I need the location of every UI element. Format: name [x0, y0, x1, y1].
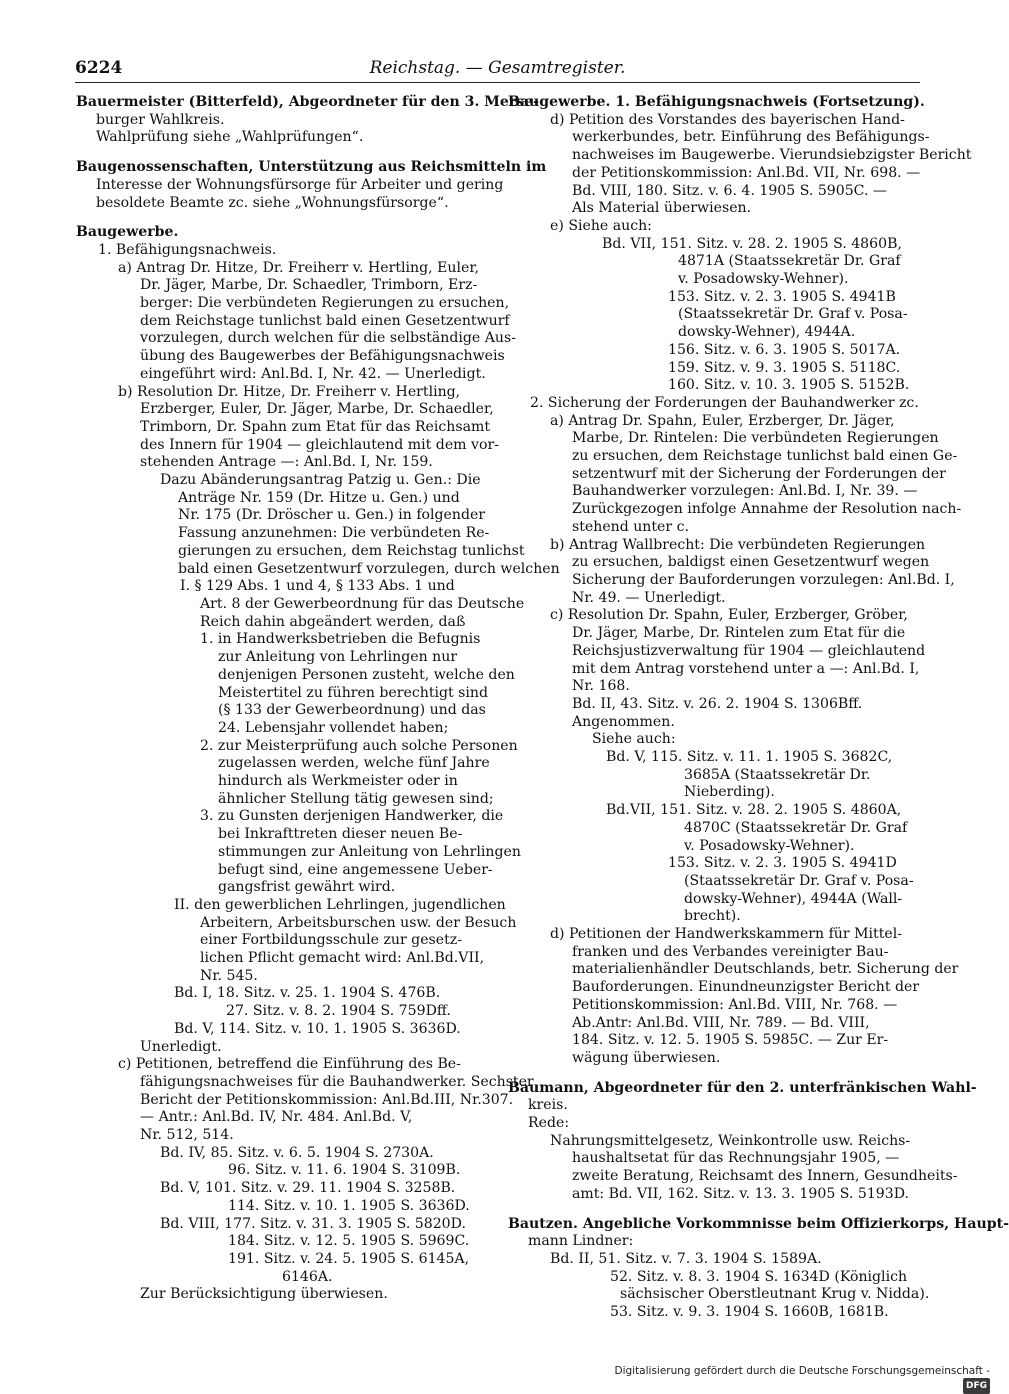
text-line: Nahrungsmittelgesetz, Weinkontrolle usw. Reichs- [550, 1132, 911, 1149]
text-line: 2. zur Meisterprüfung auch solche Personen [200, 737, 518, 754]
text-line: dem Reichstage tunlichst bald einen Gesetzentwurf [140, 312, 510, 329]
text-line: 114. Sitz. v. 10. 1. 1905 S. 3636D. [228, 1197, 470, 1214]
entry-heading-line: Baugewerbe. [76, 224, 179, 241]
text-line: einer Fortbildungsschule zur gesetz- [200, 932, 462, 949]
text-line: Bauforderungen. Einundneunzigster Bericht der [572, 979, 920, 996]
paragraph-gap [76, 212, 494, 224]
text-line: Bd. II, 43. Sitz. v. 26. 2. 1904 S. 1306Bff. [572, 695, 863, 712]
text-line: materialienhändler Deutschlands, betr. Sicherung der [572, 961, 959, 978]
text-line: 1. in Handwerksbetrieben die Befugnis [200, 631, 481, 648]
text-line: a) Antrag Dr. Hitze, Dr. Freiherr v. Hertling, Euler, [118, 259, 479, 276]
text-line: Bd. VII, 151. Sitz. v. 28. 2. 1905 S. 4860B, [602, 235, 902, 252]
text-line: Anträge Nr. 159 (Dr. Hitze u. Gen.) und [178, 489, 460, 506]
text-line: Fassung anzunehmen: Die verbündeten Re- [178, 525, 490, 542]
text-line: c) Resolution Dr. Spahn, Euler, Erzberger, Gröber, [550, 607, 908, 624]
text-line: 184. Sitz. v. 12. 5. 1905 S. 5969C. [228, 1233, 470, 1250]
text-line: d) Petition des Vorstandes des bayerischen Hand- [550, 111, 905, 128]
text-line: Nieberding). [684, 784, 775, 801]
text-line: berger: Die verbündeten Regierungen zu ersuchen, [140, 295, 510, 312]
text-line: 153. Sitz. v. 2. 3. 1905 S. 4941B [668, 288, 896, 305]
footer-credit: Digitalisierung gefördert durch die Deutsche Forschungsgemeinschaft - [614, 1365, 990, 1377]
text-line: fähigungsnachweises für die Bauhandwerker. Sechster [140, 1073, 534, 1090]
text-line: Rede: [528, 1115, 570, 1132]
text-line: Zurückgezogen infolge Annahme der Resolution nach- [572, 501, 962, 518]
text-line: Interesse der Wohnungsfürsorge für Arbeiter und gering [96, 176, 504, 193]
text-line: 153. Sitz. v. 2. 3. 1905 S. 4941D [668, 855, 897, 872]
text-line: Bd. V, 115. Sitz. v. 11. 1. 1905 S. 3682C, [606, 749, 893, 766]
text-line: zu ersuchen, dem Reichstage tunlichst bald einen Ge- [572, 448, 958, 465]
text-line: Nr. 49. — Unerledigt. [572, 589, 726, 606]
text-line: des Innern für 1904 — gleichlautend mit dem vor- [140, 436, 499, 453]
text-line: eingeführt wird: Anl.Bd. I, Nr. 42. — Unerledigt. [140, 365, 486, 382]
text-line: (Staatssekretär Dr. Graf v. Posa- [678, 306, 908, 323]
text-line: werkerbundes, betr. Einführung des Befähigungs- [572, 129, 930, 146]
text-line: I. § 129 Abs. 1 und 4, § 133 Abs. 1 und [180, 578, 455, 595]
text-line: dowsky-Wehner), 4944A (Wall- [684, 890, 903, 907]
text-line: Trimborn, Dr. Spahn zum Etat für das Reichsamt [140, 418, 491, 435]
text-line: denjenigen Personen zusteht, welche den [218, 666, 515, 683]
text-line: amt: Bd. VII, 162. Sitz. v. 13. 3. 1905 S. 5193D. [572, 1185, 910, 1202]
text-line: Sicherung der Bauforderungen vorzulegen: Anl.Bd. I, [572, 571, 955, 588]
text-line: Ab.Antr: Anl.Bd. VIII, Nr. 789. — Bd. VIII, [572, 1014, 870, 1031]
text-line: Bauhandwerker vorzulegen: Anl.Bd. I, Nr. 39. — [572, 483, 918, 500]
text-line: Bd. VIII, 177. Sitz. v. 31. 3. 1905 S. 5820D. [160, 1215, 466, 1232]
text-line: d) Petitionen der Handwerkskammern für Mittel- [550, 926, 902, 943]
text-line: Bd. IV, 85. Sitz. v. 6. 5. 1904 S. 2730A. [160, 1144, 434, 1161]
text-line: b) Antrag Wallbrecht: Die verbündeten Regierungen [550, 536, 926, 553]
text-line: 160. Sitz. v. 10. 3. 1905 S. 5152B. [668, 377, 910, 394]
text-line: mann Lindner: [528, 1233, 634, 1250]
text-line: Zur Berücksichtigung überwiesen. [140, 1286, 388, 1303]
text-line: Reichsjustizverwaltung für 1904 — gleichlautend [572, 642, 926, 659]
page-header [75, 58, 920, 83]
text-line: haushaltsetat für das Rechnungsjahr 1905, — [572, 1150, 900, 1167]
text-line: 2. Sicherung der Forderungen der Bauhandwerker zc. [530, 394, 919, 411]
text-line: Unerledigt. [140, 1038, 222, 1055]
text-line: Bd.VII, 151. Sitz. v. 28. 2. 1905 S. 4860A, [606, 802, 902, 819]
text-line: 191. Sitz. v. 24. 5. 1905 S. 6145A, [228, 1251, 470, 1267]
text-line: 27. Sitz. v. 8. 2. 1904 S. 759Dff. [226, 1003, 451, 1020]
text-line: Wahlprüfung siehe „Wahlprüfungen“. [96, 129, 364, 146]
text-line: nachweises im Baugewerbe. Vierundsiebzigster Bericht [572, 147, 972, 164]
right-column [508, 94, 1009, 1334]
text-line: gierungen zu ersuchen, dem Reichstag tunlichst [178, 542, 525, 559]
text-line: kreis. [528, 1097, 568, 1114]
text-line: II. den gewerblichen Lehrlingen, jugendlichen [174, 896, 506, 913]
text-line: besoldete Beamte zc. siehe „Wohnungsfürsorge“. [96, 194, 449, 211]
text-line: Angenommen. [572, 713, 675, 730]
text-line: 156. Sitz. v. 6. 3. 1905 S. 5017A. [668, 341, 901, 358]
text-line: Bericht der Petitionskommission: Anl.Bd.III, Nr.307. [140, 1091, 514, 1108]
text-line: Nr. 168. [572, 678, 630, 695]
text-line: b) Resolution Dr. Hitze, Dr. Freiherr v. Hertling, [118, 383, 461, 400]
text-line: — Antr.: Anl.Bd. IV, Nr. 484. Anl.Bd. V, [140, 1109, 413, 1126]
text-line: ähnlicher Stellung tätig gewesen sind; [218, 790, 494, 807]
text-line: 24. Lebensjahr vollendet haben; [218, 719, 449, 736]
text-line: lichen Pflicht gemacht wird: Anl.Bd.VII, [200, 950, 485, 967]
footer [600, 1364, 990, 1391]
text-line: der Petitionskommission: Anl.Bd. VII, Nr. 698. — [572, 164, 921, 181]
text-line: vorzulegen, durch welchen für die selbständige Aus- [140, 330, 516, 347]
text-line: zweite Beratung, Reichsamt des Innern, Gesundheits- [572, 1168, 958, 1185]
text-line: Siehe auch: [592, 731, 676, 748]
entry-heading-line: Bauermeister (Bitterfeld), Abgeordneter für den 3. Merse- [76, 94, 540, 110]
paragraph-gap [508, 1068, 923, 1080]
text-line: 3. zu Gunsten derjenigen Handwerker, die [200, 808, 504, 825]
text-line: 1. Befähigungsnachweis. [98, 241, 277, 258]
text-line: 3685A (Staatssekretär Dr. [684, 766, 871, 783]
text-line: stehend unter c. [572, 518, 689, 535]
text-line: hindurch als Werkmeister oder in [218, 773, 458, 790]
text-line: Erzberger, Euler, Dr. Jäger, Marbe, Dr. Schaedler, [140, 401, 494, 418]
paragraph-gap [76, 147, 494, 159]
text-line: wägung überwiesen. [572, 1049, 721, 1066]
text-line: zugelassen werden, welche fünf Jahre [218, 755, 490, 772]
text-line: Reich dahin abgeändert werden, daß [200, 613, 466, 630]
text-line: Marbe, Dr. Rintelen: Die verbündeten Regierungen [572, 430, 939, 447]
text-line: e) Siehe auch: [550, 217, 652, 234]
text-line: 53. Sitz. v. 9. 3. 1904 S. 1660B, 1681B. [610, 1304, 889, 1321]
text-line: gangsfrist gewährt wird. [218, 879, 396, 896]
text-line: Dr. Jäger, Marbe, Dr. Rintelen zum Etat für die [572, 625, 906, 642]
text-line: dowsky-Wehner), 4944A. [678, 324, 856, 341]
paragraph-gap [508, 1204, 923, 1216]
entry-heading-line: Baugenossenschaften, Unterstützung aus Reichsmitteln im [76, 159, 547, 176]
text-line: übung des Baugewerbes der Befähigungsnachweis [140, 348, 505, 365]
text-line: Bd. I, 18. Sitz. v. 25. 1. 1904 S. 476B. [174, 985, 441, 1002]
text-line: Bd. V, 101. Sitz. v. 29. 11. 1904 S. 3258B. [160, 1180, 456, 1197]
text-line: bei Inkrafttreten dieser neuen Be- [218, 826, 463, 843]
entry-heading-line: Baumann, Abgeordneter für den 2. unterfränkischen Wahl- [508, 1079, 977, 1096]
text-line: Arbeitern, Arbeitsburschen usw. der Besuch [200, 914, 517, 931]
text-line: Nr. 175 (Dr. Dröscher u. Gen.) in folgender [178, 507, 486, 524]
dfg-logo: DFG [963, 1378, 990, 1394]
text-line: a) Antrag Dr. Spahn, Euler, Erzberger, Dr. Jäger, [550, 412, 895, 429]
text-line: Bd. II, 51. Sitz. v. 7. 3. 1904 S. 1589A. [550, 1251, 822, 1267]
text-line: zur Anleitung von Lehrlingen nur [218, 649, 458, 666]
text-line: (Staatssekretär Dr. Graf v. Posa- [684, 872, 914, 889]
text-line: Als Material überwiesen. [572, 200, 752, 217]
running-title: Reichstag. — Gesamtregister. [369, 58, 626, 78]
text-line: brecht). [684, 908, 741, 925]
entry-heading-line: Baugewerbe. 1. Befähigungsnachweis (Fortsetzung). [508, 94, 925, 110]
text-line: 52. Sitz. v. 8. 3. 1904 S. 1634D (Königlich [610, 1268, 908, 1285]
text-line: 4870C (Staatssekretär Dr. Graf [684, 819, 908, 836]
text-line: 159. Sitz. v. 9. 3. 1905 S. 5118C. [668, 359, 901, 376]
text-line: befugt sind, eine angemessene Ueber- [218, 861, 493, 878]
text-line: sächsischer Oberstleutnant Krug v. Nidda). [620, 1286, 930, 1303]
text-line: zu ersuchen, baldigst einen Gesetzentwurf wegen [572, 554, 930, 571]
text-line: c) Petitionen, betreffend die Einführung des Be- [118, 1056, 461, 1073]
text-line: 184. Sitz. v. 12. 5. 1905 S. 5985C. — Zur Er- [572, 1032, 889, 1049]
text-line: Nr. 512, 514. [140, 1127, 234, 1144]
text-line: 96. Sitz. v. 11. 6. 1904 S. 3109B. [228, 1162, 461, 1179]
text-line: Petitionskommission: Anl.Bd. VIII, Nr. 768. — [572, 996, 898, 1013]
text-line: stehenden Antrage —: Anl.Bd. I, Nr. 159. [140, 454, 433, 471]
text-line: (§ 133 der Gewerbeordnung) und das [218, 702, 486, 719]
page-number: 6224 [75, 58, 123, 78]
text-line: Dazu Abänderungsantrag Patzig u. Gen.: Die [160, 472, 481, 489]
text-line: 4871A (Staatssekretär Dr. Graf [678, 253, 901, 270]
text-line: v. Posadowsky-Wehner). [684, 837, 855, 854]
text-line: 6146A. [282, 1268, 333, 1285]
entry-heading-line: Bautzen. Angebliche Vorkommnisse beim Offizierkorps, Haupt- [508, 1215, 1009, 1232]
text-line: Bd. V, 114. Sitz. v. 10. 1. 1905 S. 3636D. [174, 1020, 461, 1037]
text-line: Bd. VIII, 180. Sitz. v. 6. 4. 1905 S. 5905C. — [572, 182, 888, 199]
text-line: franken und des Verbandes vereinigter Bau- [572, 943, 889, 960]
text-line: Dr. Jäger, Marbe, Dr. Schaedler, Trimborn, Erz- [140, 277, 478, 294]
text-line: mit dem Antrag vorstehend unter a —: Anl.Bd. I, [572, 660, 920, 677]
text-line: Meistertitel zu führen berechtigt sind [218, 684, 488, 701]
text-line: burger Wahlkreis. [96, 111, 225, 128]
text-line: setzentwurf mit der Sicherung der Forderungen der [572, 465, 946, 482]
text-line: Nr. 545. [200, 967, 258, 984]
text-line: bald einen Gesetzentwurf vorzulegen, durch welchen [178, 560, 560, 577]
text-line: Art. 8 der Gewerbeordnung für das Deutsche [200, 595, 525, 612]
text-line: stimmungen zur Anleitung von Lehrlingen [218, 843, 521, 860]
text-line: v. Posadowsky-Wehner). [678, 271, 849, 288]
